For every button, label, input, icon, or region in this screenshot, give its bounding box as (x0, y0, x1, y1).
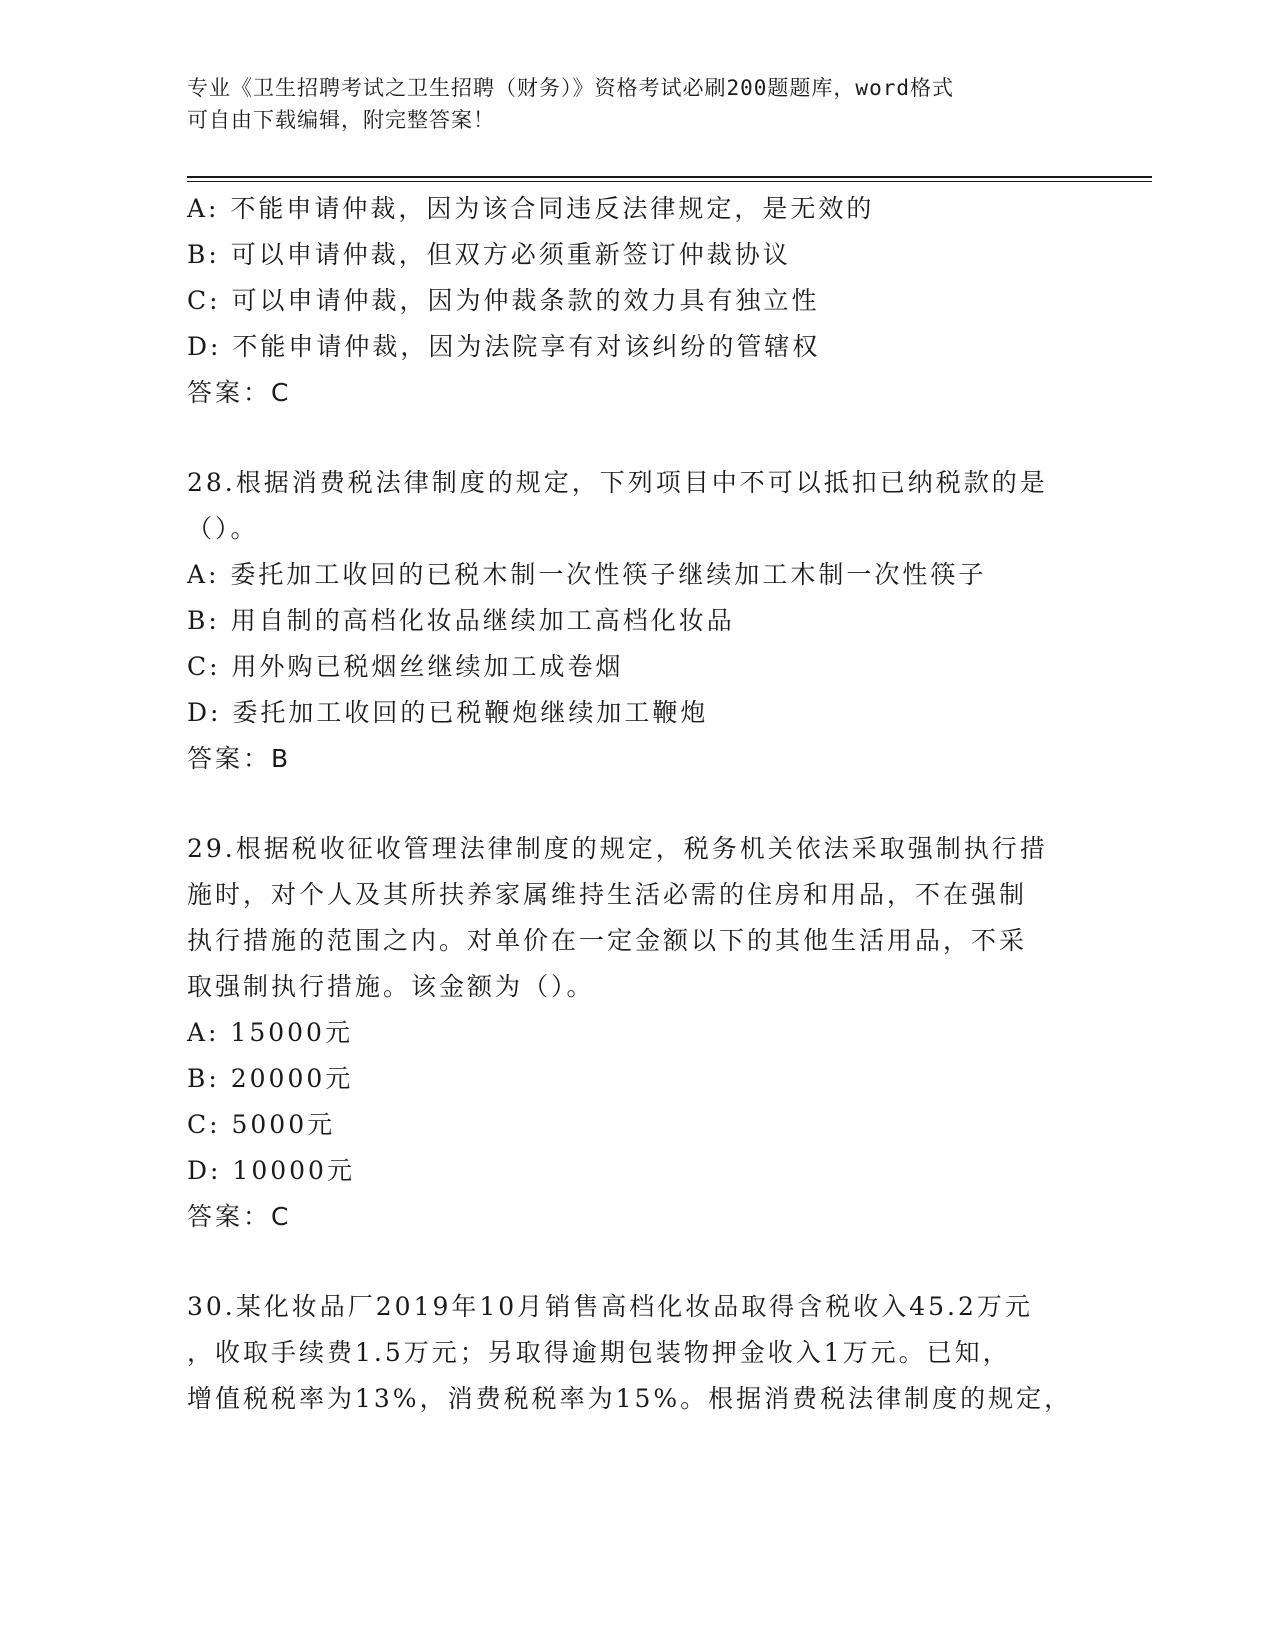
header-line-1: 专业《卫生招聘考试之卫生招聘（财务）》资格考试必刷200题题库，word格式 (187, 76, 954, 100)
question-stem-line: 增值税税率为13%，消费税税率为15%。根据消费税法律制度的规定， (187, 1384, 1073, 1413)
header-divider (187, 176, 1152, 182)
question-stem-line: （）。 (187, 514, 259, 543)
option-c: C: 用外购已税烟丝继续加工成卷烟 (187, 652, 624, 681)
question-stem-line: 取强制执行措施。该金额为（）。 (187, 972, 595, 1001)
spacer (187, 782, 1087, 826)
question-29 (187, 826, 1087, 1240)
spacer (187, 1240, 1087, 1284)
question-28 (187, 460, 1087, 782)
header-line-2: 可自由下载编辑，附完整答案！ (187, 108, 495, 132)
option-d: D: 委托加工收回的已税鞭炮继续加工鞭炮 (187, 698, 709, 727)
option-a: A: 委托加工收回的已税木制一次性筷子继续加工木制一次性筷子 (187, 560, 987, 589)
option-b: B: 20000元 (187, 1064, 354, 1093)
option-d: D: 不能申请仲裁，因为法院享有对该纠纷的管辖权 (187, 332, 821, 361)
option-b: B: 用自制的高档化妆品继续加工高档化妆品 (187, 606, 735, 635)
question-stem-line: 29.根据税收征收管理法律制度的规定，税务机关依法采取强制执行措 (187, 834, 1048, 863)
question-stem-line: 30.某化妆品厂2019年10月销售高档化妆品取得含税收入45.2万元 (187, 1292, 1033, 1321)
answer-27: 答案：C (187, 378, 292, 407)
question-stem-line: 施时，对个人及其所扶养家属维持生活必需的住房和用品，不在强制 (187, 880, 1028, 909)
question-30 (187, 1284, 1087, 1422)
document-header (187, 72, 1067, 136)
option-b: B: 可以申请仲裁，但双方必须重新签订仲裁协议 (187, 240, 791, 269)
answer-29: 答案：C (187, 1202, 292, 1231)
question-27 (187, 186, 1087, 416)
question-stem-line: 28.根据消费税法律制度的规定，下列项目中不可以抵扣已纳税款的是 (187, 468, 1048, 497)
option-d: D: 10000元 (187, 1156, 355, 1185)
question-content (187, 186, 1087, 1422)
answer-28: 答案：B (187, 744, 292, 773)
option-c: C: 5000元 (187, 1110, 336, 1139)
option-a: A: 不能申请仲裁，因为该合同违反法律规定，是无效的 (187, 194, 875, 223)
question-stem-line: ，收取手续费1.5万元；另取得逾期包装物押金收入1万元。已知， (187, 1338, 1011, 1367)
option-a: A: 15000元 (187, 1018, 353, 1047)
spacer (187, 416, 1087, 460)
question-stem-line: 执行措施的范围之内。对单价在一定金额以下的其他生活用品，不采 (187, 926, 1028, 955)
option-c: C: 可以申请仲裁，因为仲裁条款的效力具有独立性 (187, 286, 820, 315)
